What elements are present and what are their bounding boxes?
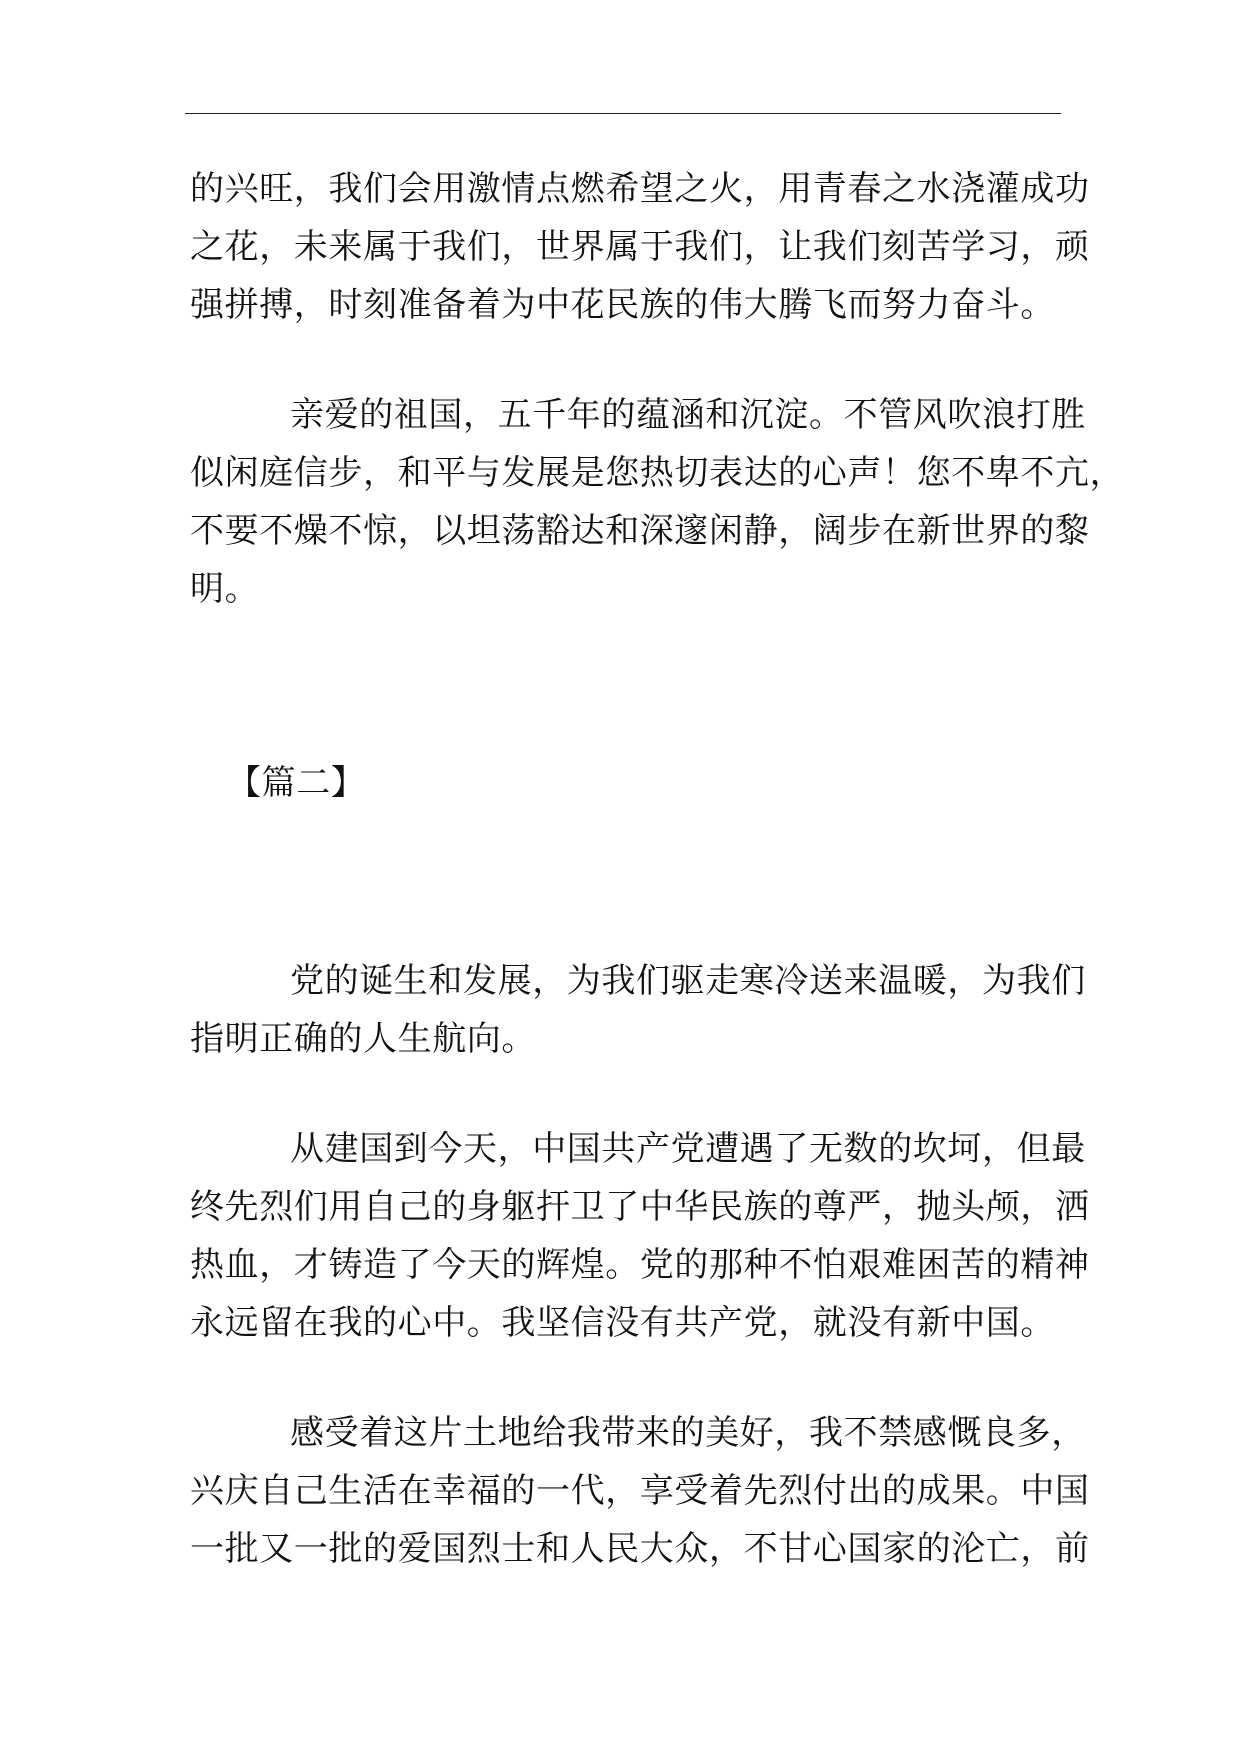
text-line: 终先烈们用自己的身躯扞卫了中华民族的尊严，抛头颅，洒 bbox=[190, 1187, 1090, 1227]
paragraph-gap bbox=[190, 1068, 1056, 1120]
text-line: 的兴旺，我们会用激情点燃希望之火，用青春之水浇灌成功 bbox=[190, 169, 1090, 209]
paragraph-gap bbox=[190, 1352, 1056, 1404]
paragraph-continuation bbox=[190, 160, 1090, 334]
text-line: 永远留在我的心中。我坚信没有共产党，就没有新中国。 bbox=[190, 1303, 1055, 1343]
paragraph-founding bbox=[190, 1120, 1090, 1352]
section-heading: 【篇二】 bbox=[227, 763, 366, 803]
text-line: 兴庆自己生活在幸福的一代，享受着先烈付出的成果。中国 bbox=[190, 1471, 1090, 1511]
text-line: 不要不燥不惊，以坦荡豁达和深邃闲静，阔步在新世界的黎 bbox=[190, 511, 1090, 551]
section-gap bbox=[190, 618, 1056, 754]
text-line: 似闲庭信步，和平与发展是您热切表达的心声！您不卑不亢， bbox=[190, 453, 1125, 493]
text-line: 感受着这片土地给我带来的美好，我不禁感慨良多， bbox=[290, 1413, 1086, 1453]
text-line: 亲爱的祖国，五千年的蕴涵和沉淀。不管风吹浪打胜 bbox=[290, 395, 1086, 435]
text-line: 从建国到今天，中国共产党遭遇了无数的坎坷，但最 bbox=[290, 1129, 1086, 1169]
paragraph-party-birth bbox=[190, 952, 1086, 1068]
text-line: 强拼搏，时刻准备着为中花民族的伟大腾飞而努力奋斗。 bbox=[190, 285, 1055, 325]
text-line: 热血，才铸造了今天的辉煌。党的那种不怕艰难困苦的精神 bbox=[190, 1245, 1090, 1285]
header-rule bbox=[185, 113, 1061, 114]
paragraph-feelings bbox=[190, 1404, 1090, 1578]
text-line: 一批又一批的爱国烈士和人民大众，不甘心国家的沦亡，前 bbox=[190, 1529, 1090, 1569]
text-line: 党的诞生和发展，为我们驱走寒冷送来温暖，为我们 bbox=[290, 961, 1086, 1001]
text-line: 明。 bbox=[190, 569, 260, 609]
page-content bbox=[190, 160, 1125, 1578]
text-line: 指明正确的人生航向。 bbox=[190, 1019, 536, 1059]
section-gap bbox=[190, 812, 1056, 952]
text-line: 之花，未来属于我们，世界属于我们，让我们刻苦学习，顽 bbox=[190, 227, 1090, 267]
paragraph-gap bbox=[190, 334, 1056, 386]
paragraph-motherland bbox=[190, 386, 1125, 618]
